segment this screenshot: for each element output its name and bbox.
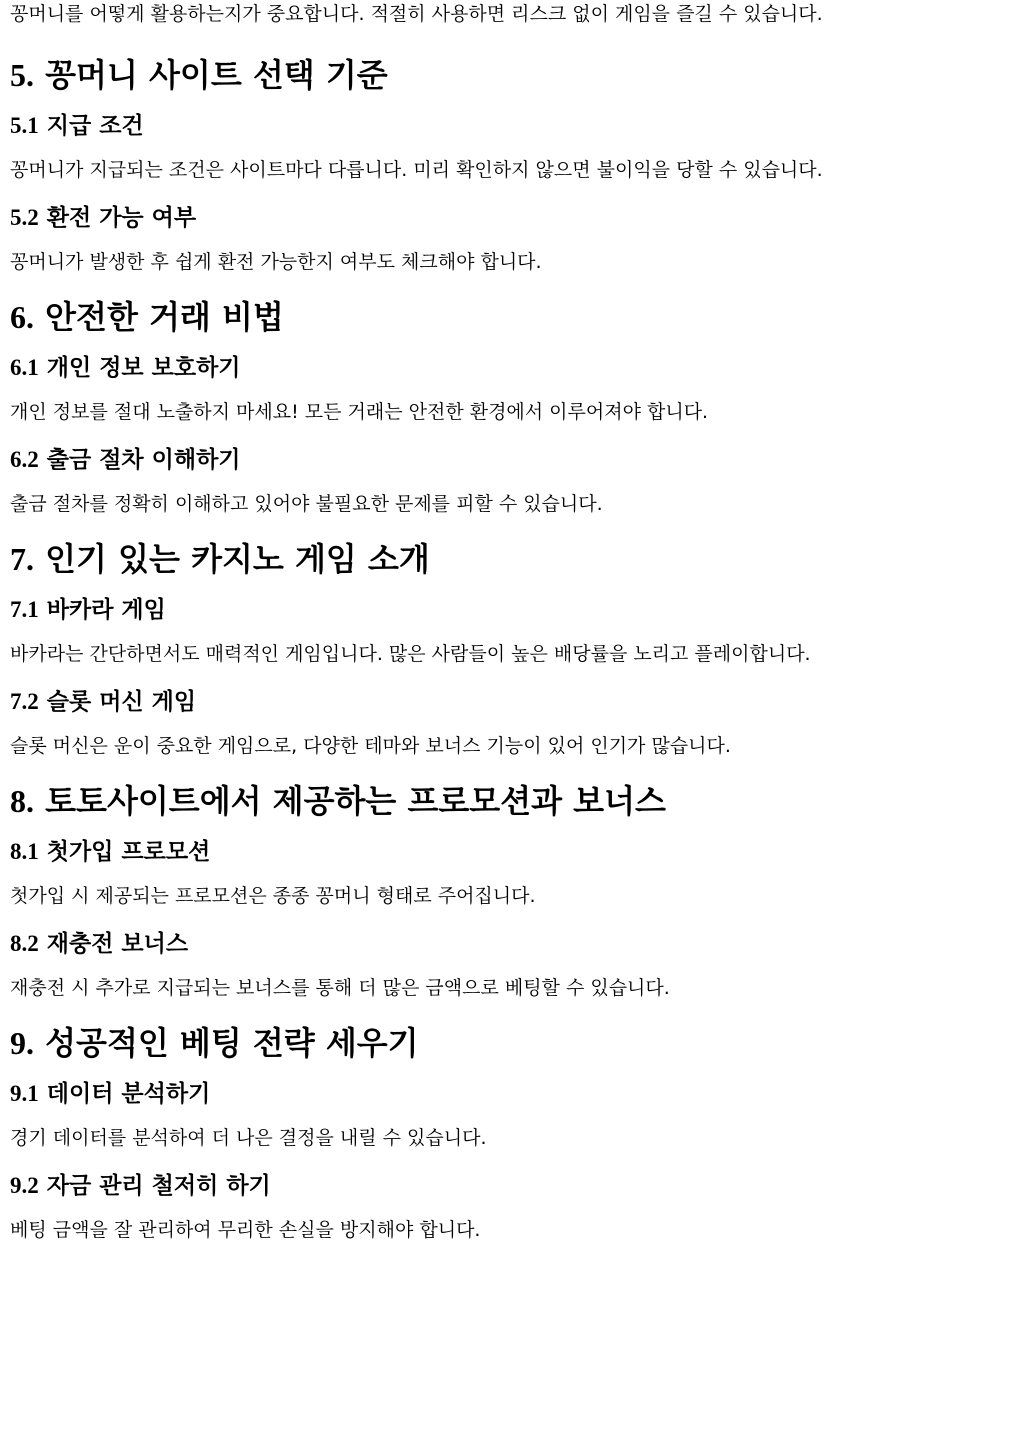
subsection-number: 9.1	[10, 1081, 39, 1106]
section-title: 인기 있는 카지노 게임 소개	[45, 540, 430, 578]
section-number: 9.	[10, 1025, 34, 1061]
subsection-title: 자금 관리 철저히 하기	[46, 1172, 271, 1199]
subsection-number: 5.2	[10, 205, 39, 230]
section-8	[10, 781, 1014, 1001]
paragraph: 출금 절차를 정확히 이해하고 있어야 불필요한 문제를 피할 수 있습니다.	[10, 493, 603, 515]
subsection-heading	[10, 687, 1014, 717]
subsection	[10, 445, 1014, 517]
subsection-number: 6.2	[10, 447, 39, 472]
subsection	[10, 1171, 1014, 1243]
section-heading	[10, 781, 1014, 821]
subsection-number: 7.1	[10, 597, 39, 622]
paragraph: 꽁머니가 지급되는 조건은 사이트마다 다릅니다. 미리 확인하지 않으면 불이익을 당할 수 있습니다.	[10, 159, 823, 181]
subsection-title: 출금 절차 이해하기	[46, 446, 241, 473]
subsection-title: 환전 가능 여부	[46, 204, 197, 231]
subsection	[10, 929, 1014, 1001]
subsection-number: 5.1	[10, 113, 39, 138]
subsection-title: 슬롯 머신 게임	[46, 688, 197, 715]
section-number: 7.	[10, 541, 34, 577]
section-heading	[10, 297, 1014, 337]
paragraph: 베팅 금액을 잘 관리하여 무리한 손실을 방지해야 합니다.	[10, 1219, 481, 1241]
paragraph: 경기 데이터를 분석하여 더 나은 결정을 내릴 수 있습니다.	[10, 1127, 487, 1149]
subsection-title: 개인 정보 보호하기	[46, 354, 241, 381]
section-title: 성공적인 베팅 전략 세우기	[45, 1024, 419, 1062]
section-title: 안전한 거래 비법	[45, 298, 284, 336]
subsection-number: 8.2	[10, 931, 39, 956]
subsection-heading	[10, 929, 1014, 959]
paragraph: 재충전 시 추가로 지급되는 보너스를 통해 더 많은 금액으로 베팅할 수 있습니다.	[10, 977, 670, 999]
subsection	[10, 203, 1014, 275]
subsection-title: 데이터 분석하기	[46, 1080, 211, 1107]
subsection-heading	[10, 203, 1014, 233]
subsection	[10, 353, 1014, 425]
section-9	[10, 1023, 1014, 1243]
subsection	[10, 595, 1014, 667]
subsection-title: 지급 조건	[46, 112, 144, 139]
subsection-heading	[10, 111, 1014, 141]
section-6	[10, 297, 1014, 517]
subsection-heading	[10, 353, 1014, 383]
subsection-title: 첫가입 프로모션	[46, 838, 211, 865]
subsection-heading	[10, 595, 1014, 625]
subsection	[10, 111, 1014, 183]
paragraph: 첫가입 시 제공되는 프로모션은 종종 꽁머니 형태로 주어집니다.	[10, 885, 536, 907]
section-number: 8.	[10, 783, 34, 819]
subsection	[10, 837, 1014, 909]
subsection-number: 9.2	[10, 1173, 39, 1198]
section-number: 5.	[10, 57, 34, 93]
section-title: 토토사이트에서 제공하는 프로모션과 보너스	[45, 782, 666, 820]
subsection-title: 재충전 보너스	[46, 930, 189, 957]
section-7	[10, 539, 1014, 759]
section-heading	[10, 539, 1014, 579]
section-number: 6.	[10, 299, 34, 335]
subsection-heading	[10, 1079, 1014, 1109]
paragraph: 꽁머니가 발생한 후 쉽게 환전 가능한지 여부도 체크해야 합니다.	[10, 251, 542, 273]
paragraph: 개인 정보를 절대 노출하지 마세요! 모든 거래는 안전한 환경에서 이루어져야 합니다.	[10, 401, 709, 423]
subsection	[10, 1079, 1014, 1151]
section-title: 꽁머니 사이트 선택 기준	[45, 56, 388, 94]
section-heading	[10, 55, 1014, 95]
section-heading	[10, 1023, 1014, 1063]
intro-paragraph: 꽁머니를 어떻게 활용하는지가 중요합니다. 적절히 사용하면 리스크 없이 게임을 즐길 수 있습니다.	[10, 3, 823, 25]
paragraph: 슬롯 머신은 운이 중요한 게임으로, 다양한 테마와 보너스 기능이 있어 인기가 많습니다.	[10, 735, 731, 757]
subsection-title: 바카라 게임	[46, 596, 166, 623]
subsection	[10, 687, 1014, 759]
section-5	[10, 55, 1014, 275]
subsection-heading	[10, 1171, 1014, 1201]
subsection-heading	[10, 837, 1014, 867]
paragraph: 바카라는 간단하면서도 매력적인 게임입니다. 많은 사람들이 높은 배당률을 노리고 플레이합니다.	[10, 643, 811, 665]
subsection-heading	[10, 445, 1014, 475]
subsection-number: 8.1	[10, 839, 39, 864]
subsection-number: 6.1	[10, 355, 39, 380]
subsection-number: 7.2	[10, 689, 39, 714]
